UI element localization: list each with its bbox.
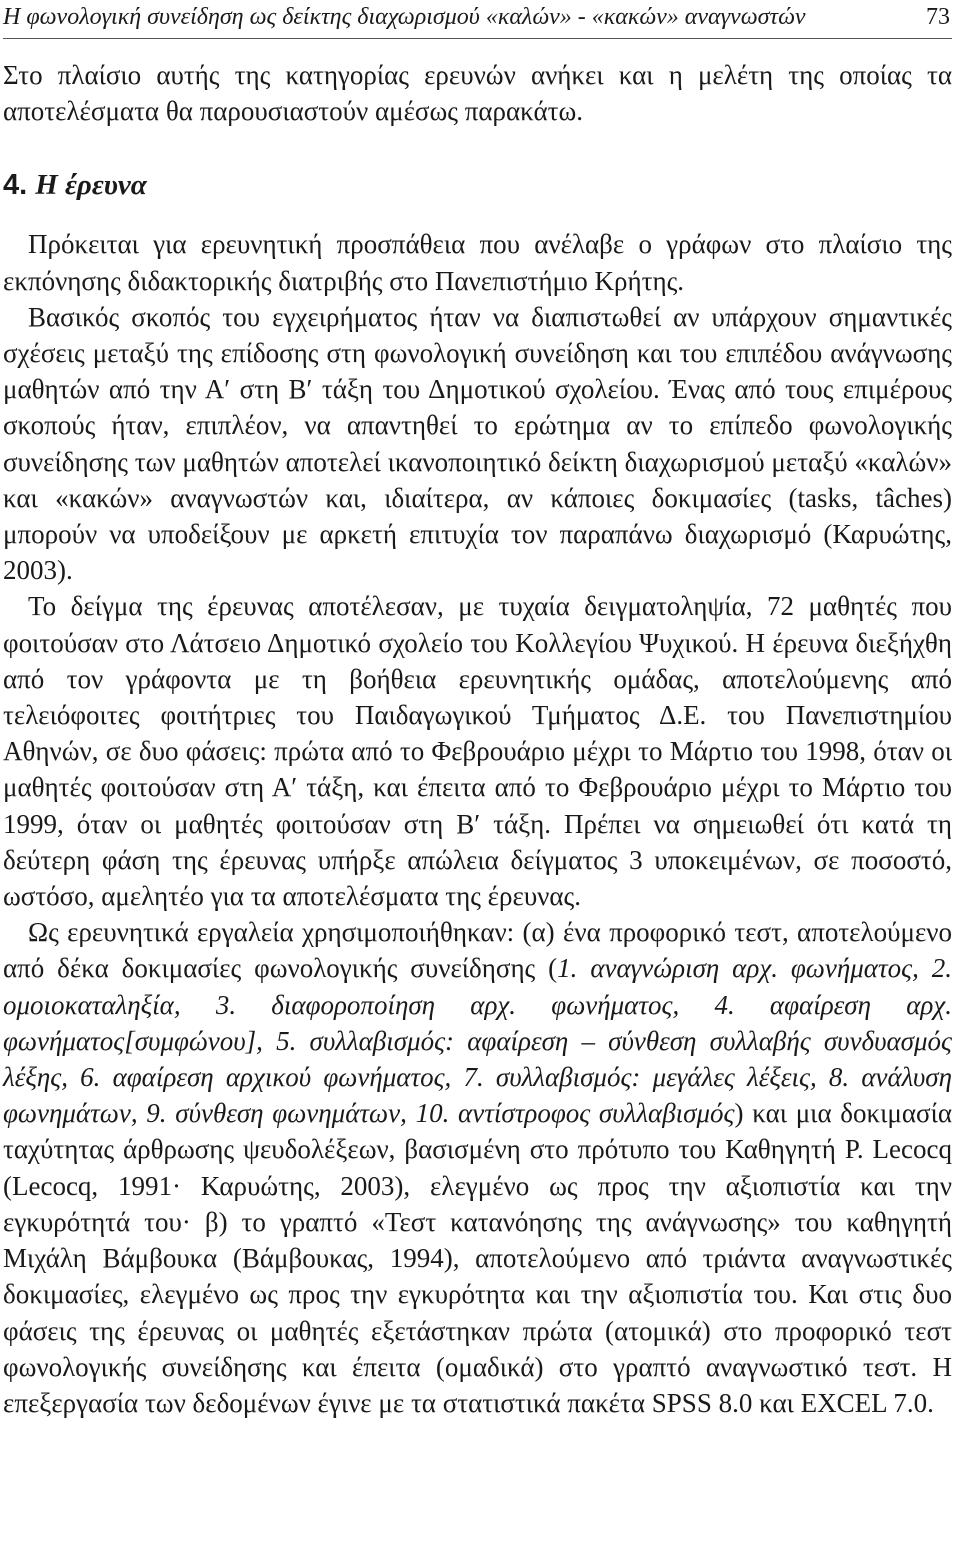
paragraph-4-end: ) και μια δοκιμασία ταχύτητας άρθρωσης ψευδολέξεων, βασισμένη στο πρότυπο του Καθηγητή P. Lecocq (Lecocq, 1991· Καρυώτης, 2003), ελεγμένο ως προς την αξιοπιστία και την εγκυρότητά του· β) το γραπτό «Τεστ κατανόησης της ανάγνωσης» του καθηγητή Μιχάλη Βάμβουκα (Βάμβουκας, 1994), αποτελούμενο από τριάντα αναγνωστικές δοκιμασίες, ελεγμένο ως προς την εγκυρότητα και την αξιοπιστία του. Και στις δυο φάσεις της έρευνας οι μαθητές εξετάστηκαν πρώτα (ατομικά) στο προφορικό τεστ φωνολογικής συνείδησης και έπειτα (ομαδικά) στο γραπτό αναγνωστικό τεστ. Η επεξεργασία των δεδομένων έγινε με τα στατιστικά πακέτα SPSS 8.0 και EXCEL 7.0.	[3, 1098, 952, 1418]
header-rule	[3, 38, 952, 39]
running-header	[3, 0, 952, 36]
section-title: Η έρευνα	[35, 169, 147, 202]
section-heading	[3, 167, 952, 203]
paragraph-1: Πρόκειται για ερευνητική προσπάθεια που ανέλαβε ο γράφων στο πλαίσιο της εκπόνησης διδακτορικής διατριβής στο Πανεπιστήμιο Κρήτης.	[3, 229, 952, 296]
paragraph-2: Βασικός σκοπός του εγχειρήματος ήταν να διαπιστωθεί αν υπάρχουν σημαντικές σχέσεις μεταξύ της επίδοσης στη φωνολογική συνείδηση και του επιπέδου ανάγνωσης μαθητών από την Α′ στη Β′ τάξη του Δημοτικού σχολείου. Ένας από τους επιμέρους σκοπούς ήταν, επιπλέον, να απαντηθεί το ερώτημα αν το επίπεδο φωνολογικής συνείδησης των μαθητών αποτελεί ικανοποιητικό δείκτη διαχωρισμού μεταξύ «καλών» και «κακών» αναγνωστών και, ιδιαίτερα, αν κάποιες δοκιμασίες (tasks, tâches) μπορούν να υποδείξουν με αρκετή επιτυχία τον παραπάνω διαχωρισμό (Καρυώτης, 2003).	[3, 301, 952, 586]
paragraph-4-start: Ως ερευνητικά εργαλεία χρησιμοποιήθηκαν: (α) ένα προφορικό τεστ, αποτελούμενο από δέκα δοκιμασίες φωνολογικής συνείδησης (	[3, 917, 952, 984]
task-list-italic: 1. αναγνώριση αρχ. φωνήματος, 2. ομοιοκαταληξία, 3. διαφοροποίηση αρχ. φωνήματος, 4. αφαίρεση αρχ. φωνήματος[συμφώνου], 5. συλλαβισμός: αφαίρεση – σύνθεση συλλαβής συνδυασμός λέξης, 6. αφαίρεση αρχικού φωνήματος, 7. συλλαβισμός: μεγάλες λέξεις, 8. ανάλυση φωνημάτων, 9. σύνθεση φωνημάτων, 10. αντίστροφος συλλαβισμός	[3, 953, 952, 1129]
paragraph-4	[3, 914, 952, 1421]
intro-paragraph: Στο πλαίσιο αυτής της κατηγορίας ερευνών ανήκει και η μελέτη της οποίας τα αποτελέσματα θα παρουσιαστούν αμέσως παρακάτω.	[3, 60, 952, 127]
section-number: 4.	[3, 169, 28, 202]
paragraph-3: Το δείγμα της έρευνας αποτέλεσαν, με τυχαία δειγματοληψία, 72 μαθητές που φοιτούσαν στο Λάτσειο Δημοτικό σχολείο του Κολλεγίου Ψυχικού. Η έρευνα διεξήχθη από τον γράφοντα με τη βοήθεια ερευνητικής ομάδας, αποτελούμενης από τελειόφοιτες φοιτήτριες του Παιδαγωγικού Τμήματος Δ.Ε. του Πανεπιστημίου Αθηνών, σε δυο φάσεις: πρώτα από το Φεβρουάριο μέχρι το Μάρτιο του 1998, όταν οι μαθητές φοιτούσαν στη Α′ τάξη, και έπειτα από το Φεβρουάριο μέχρι το Μάρτιο του 1999, όταν οι μαθητές φοιτούσαν στη Β′ τάξη. Πρέπει να σημειωθεί ότι κατά τη δεύτερη φάση της έρευνας υπήρξε απώλεια δείγματος 3 υποκειμένων, σε ποσοστό, ωστόσο, αμελητέο για τα αποτελέσματα της έρευνας.	[3, 591, 952, 912]
running-title: Η φωνολογική συνείδηση ως δείκτης διαχωρισμού «καλών» - «κακών» αναγνωστών	[3, 4, 806, 30]
body-text	[3, 57, 952, 1421]
page-number: 73	[926, 4, 950, 30]
